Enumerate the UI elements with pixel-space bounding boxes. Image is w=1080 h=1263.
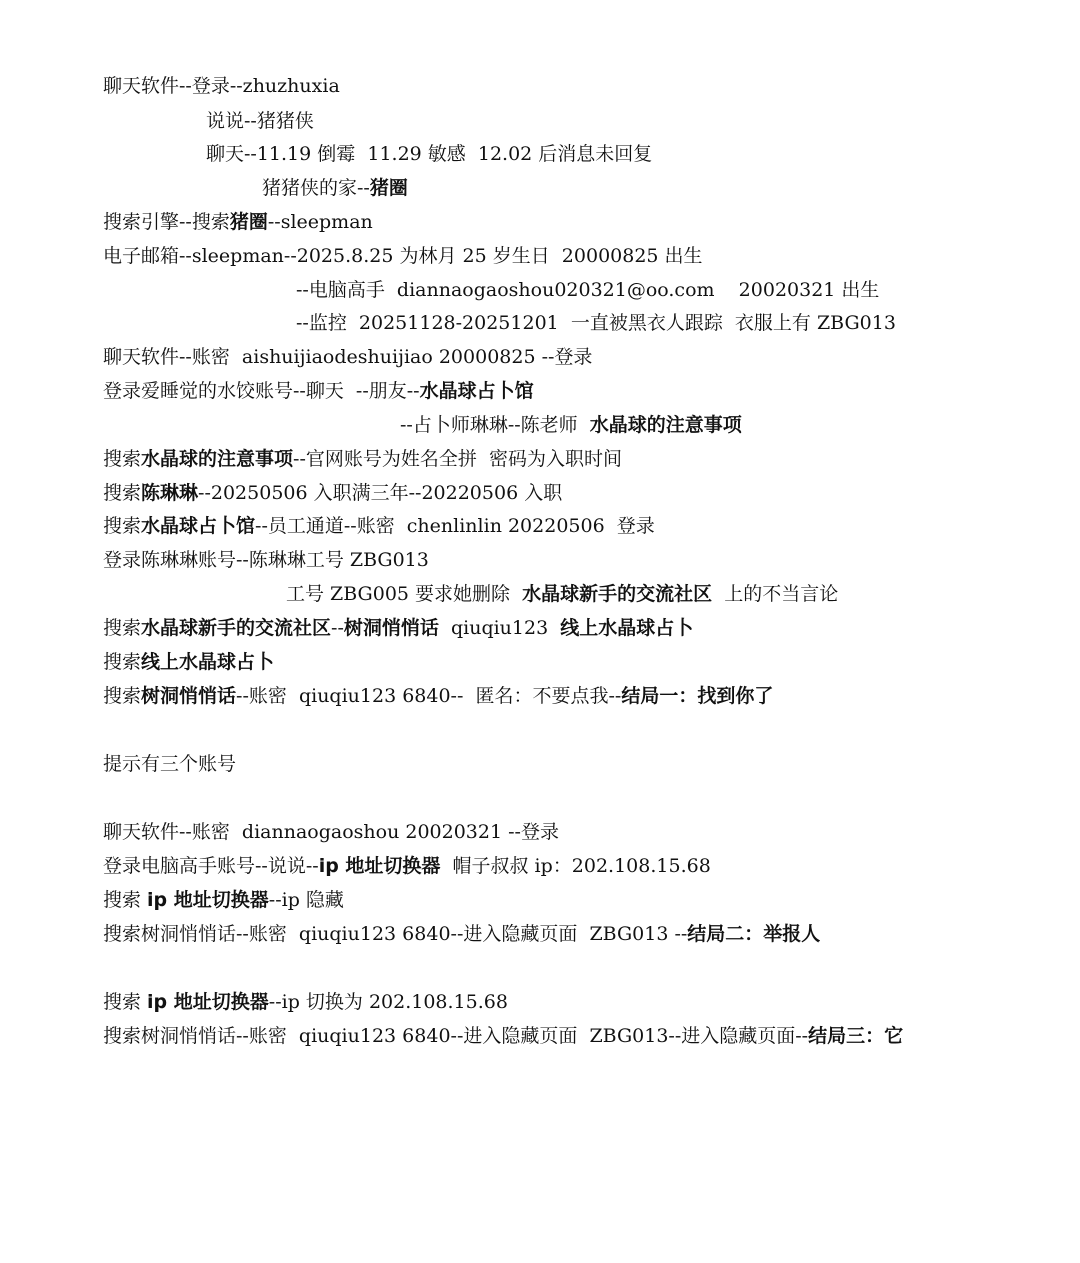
text-segment: 聊天软件--账密 diannaogaoshou 20020321 --登录 [103, 821, 559, 843]
text-segment: 聊天软件--登录--zhuzhuxia [103, 75, 340, 97]
doc-line [103, 445, 622, 473]
doc-line [103, 377, 534, 405]
doc-line [103, 208, 373, 236]
text-segment: 搜索 [103, 515, 142, 537]
bold-text: 水晶球的注意事项 [141, 448, 294, 470]
text-segment: 提示有三个账号 [103, 753, 237, 775]
doc-line [103, 242, 703, 270]
bold-text: 树洞悄悄话 [343, 617, 439, 639]
doc-line [103, 1022, 903, 1050]
bold-text: 水晶球占卜馆 [419, 380, 534, 402]
text-segment: --官网账号为姓名全拼 密码为入职时间 [293, 448, 622, 470]
text-segment: 搜索 [103, 482, 142, 504]
text-segment: --员工通道--账密 chenlinlin 20220506 登录 [255, 515, 655, 537]
bold-text: 陈琳琳 [141, 482, 199, 504]
doc-line [103, 343, 592, 371]
text-segment: 猪猪侠的家-- [262, 177, 370, 199]
bold-text: 猪圈 [369, 177, 408, 199]
bold-text: ip 地址切换器 [147, 991, 269, 1013]
text-segment: 搜索 [103, 448, 142, 470]
text-segment: 搜索 [103, 685, 142, 707]
text-segment: 工号 ZBG005 要求她删除 [286, 583, 523, 605]
doc-line [296, 276, 879, 304]
text-segment: --20250506 入职满三年--20220506 入职 [198, 482, 563, 504]
doc-line [103, 614, 693, 642]
bold-text: ip 地址切换器 [147, 889, 269, 911]
bold-text: 结局二：举报人 [687, 923, 821, 945]
text-segment: 电子邮箱--sleepman--2025.8.25 为林月 25 岁生日 20000825 出生 [103, 245, 703, 267]
doc-line [206, 140, 652, 168]
text-segment: 登录陈琳琳账号--陈琳琳工号 ZBG013 [103, 549, 429, 571]
text-segment: 帽子叔叔 ip：202.108.15.68 [440, 855, 711, 877]
doc-line [103, 546, 429, 574]
doc-line [400, 411, 742, 439]
text-segment: --监控 20251128-20251201 一直被黑衣人跟踪 衣服上有 ZBG013 [296, 312, 896, 334]
text-segment: -- [331, 617, 344, 639]
text-segment: 搜索 [103, 889, 148, 911]
doc-line [103, 72, 340, 100]
bold-text: 树洞悄悄话 [141, 685, 237, 707]
doc-line [103, 682, 773, 710]
bold-text: 猪圈 [229, 211, 268, 233]
doc-line [103, 988, 508, 1016]
doc-line [262, 174, 408, 202]
bold-text: 结局一：找到你了 [621, 685, 774, 707]
doc-line [206, 107, 314, 135]
text-segment: qiuqiu123 [438, 617, 561, 639]
text-segment: 登录爱睡觉的水饺账号--聊天 --朋友-- [103, 380, 420, 402]
bold-text: 线上水晶球占卜 [560, 617, 694, 639]
doc-line [103, 512, 655, 540]
doc-line [103, 886, 344, 914]
text-segment: --电脑高手 diannaogaoshou020321@oo.com 20020321 出生 [296, 279, 880, 301]
doc-line [103, 920, 820, 948]
bold-text: 线上水晶球占卜 [141, 651, 275, 673]
doc-line [103, 818, 559, 846]
text-segment: --账密 qiuqiu123 6840-- 匿名：不要点我-- [236, 685, 622, 707]
doc-line [286, 580, 838, 608]
doc-line [296, 309, 896, 337]
doc-line [103, 852, 711, 880]
bold-text: 水晶球新手的交流社区 [141, 617, 332, 639]
bold-text: ip 地址切换器 [318, 855, 441, 877]
text-segment: 搜索树洞悄悄话--账密 qiuqiu123 6840--进入隐藏页面 ZBG013 -- [103, 923, 688, 945]
bold-text: 结局三：它 [808, 1025, 904, 1047]
text-segment: --ip 切换为 202.108.15.68 [268, 991, 508, 1013]
text-segment: --占卜师琳琳--陈老师 [400, 414, 590, 436]
bold-text: 水晶球的注意事项 [589, 414, 742, 436]
text-segment: 聊天--11.19 倒霉 11.29 敏感 12.02 后消息未回复 [206, 143, 653, 165]
text-segment: --ip 隐藏 [268, 889, 344, 911]
text-segment: --sleepman [267, 211, 373, 233]
doc-line [103, 648, 274, 676]
text-segment: 说说--猪猪侠 [206, 110, 314, 132]
text-segment: 登录电脑高手账号--说说-- [103, 855, 319, 877]
text-segment: 搜索引擎--搜索 [103, 211, 230, 233]
text-segment: 上的不当言论 [712, 583, 839, 605]
text-segment: 聊天软件--账密 aishuijiaodeshuijiao 20000825 --登录 [103, 346, 593, 368]
doc-line [103, 750, 236, 778]
text-segment: 搜索 [103, 651, 142, 673]
doc-line [103, 479, 562, 507]
bold-text: 水晶球新手的交流社区 [522, 583, 713, 605]
bold-text: 水晶球占卜馆 [141, 515, 256, 537]
text-segment: 搜索 [103, 991, 148, 1013]
text-segment: 搜索树洞悄悄话--账密 qiuqiu123 6840--进入隐藏页面 ZBG013--进入隐藏页面-- [103, 1025, 809, 1047]
text-segment: 搜索 [103, 617, 142, 639]
